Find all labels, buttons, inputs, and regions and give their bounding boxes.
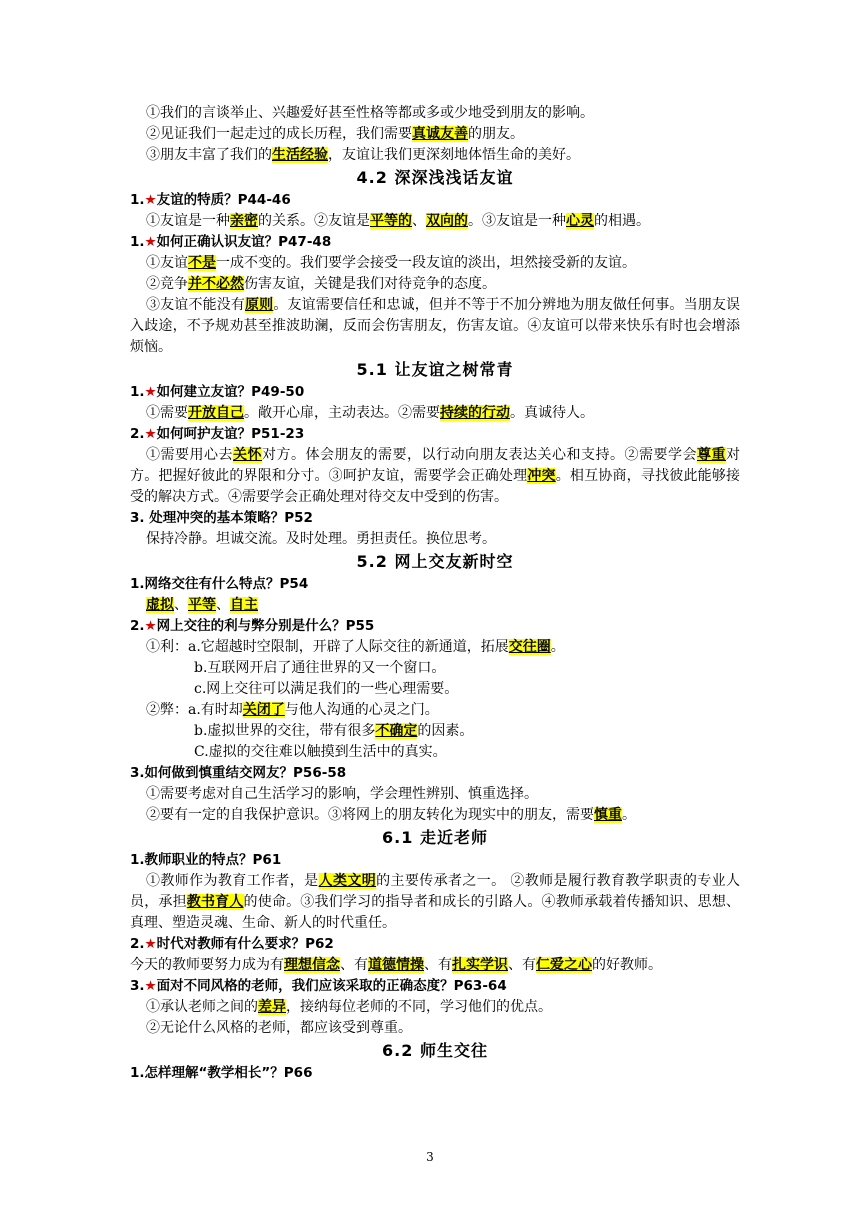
text: ①我们的言谈举止、兴趣爱好甚至性格等都或多或少地受到朋友的影响。 xyxy=(146,105,594,121)
text: b.虚拟世界的交往，带有很多 xyxy=(194,723,376,739)
question-text: 如何正确认识友谊？P47-48 xyxy=(156,234,332,250)
question-text: 友谊的特质？P44-46 xyxy=(156,192,291,208)
answer-paragraph xyxy=(130,445,740,508)
star-icon: ★ xyxy=(144,936,157,952)
text: 。友谊需要信任和忠诚，但并不等于不加分辨地为朋友做任何事。当朋友误入歧途，不予规劝甚至推波助澜，反而会伤害朋友，伤害友谊。④友谊可以带来快乐有时也会增添烦恼。 xyxy=(130,297,741,355)
text: 。相互协商，寻找彼此能够接受的解决方式。④需要学会正确处理对待交友中受到的伤害。 xyxy=(130,468,741,505)
star-icon: ★ xyxy=(144,384,157,400)
highlight: 扎实学识 xyxy=(452,957,508,973)
text: 。③友谊是一种 xyxy=(468,213,566,229)
highlight: 双向的 xyxy=(426,213,468,229)
page-number: 3 xyxy=(426,1150,434,1164)
text: ②竞争 xyxy=(146,276,188,292)
highlight: 道德情操 xyxy=(368,957,424,973)
document-content xyxy=(130,103,740,1084)
answer-line xyxy=(130,637,740,658)
question-number: 1. xyxy=(130,576,145,592)
section-title: 5.1 让友谊之树常青 xyxy=(356,360,514,379)
section-title: 5.2 网上交友新时空 xyxy=(356,552,514,571)
question xyxy=(130,424,740,445)
question-text: 如何做到慎重结交网友？P56-58 xyxy=(144,765,347,781)
highlight: 平等的 xyxy=(370,213,412,229)
question-number: 1. xyxy=(130,234,145,250)
question-text: 面对不同风格的老师，我们应该采取的正确态度？P63-64 xyxy=(156,978,507,994)
text: 的相遇。 xyxy=(594,213,650,229)
question-number: 2. xyxy=(130,936,145,952)
intro-line-1 xyxy=(130,103,740,124)
answer-line xyxy=(130,784,740,805)
text: 、 xyxy=(174,597,188,613)
question xyxy=(130,763,740,784)
highlight: 关怀 xyxy=(233,447,262,463)
highlight: 尊重 xyxy=(697,447,726,463)
highlight: 心灵 xyxy=(566,213,594,229)
question-number: 3. xyxy=(130,978,145,994)
text: ①需要用心去 xyxy=(146,447,233,463)
text: 与他人沟通的心灵之门。 xyxy=(284,702,439,718)
question xyxy=(130,508,740,529)
answer-line xyxy=(130,403,740,424)
question-number: 1. xyxy=(130,852,145,868)
answer-line xyxy=(130,721,740,742)
section-title: 6.1 走近老师 xyxy=(382,828,488,847)
text: 今天的教师要努力成为有 xyxy=(130,957,284,973)
text: 、 xyxy=(216,597,230,613)
text: 、有 xyxy=(340,957,368,973)
highlight: 自主 xyxy=(230,597,258,613)
question xyxy=(130,850,740,871)
text: ①教师作为教育工作者，是 xyxy=(146,873,319,889)
text: 。 xyxy=(622,807,636,823)
question xyxy=(130,574,740,595)
text: 伤害友谊，关键是我们对待竞争的态度。 xyxy=(244,276,496,292)
answer-line xyxy=(130,742,740,763)
text: ，友谊让我们更深刻地体悟生命的美好。 xyxy=(328,147,580,163)
text: 对方。把握好彼此的界限和分寸。③呵护友谊，需要学会正确处理 xyxy=(130,447,740,484)
highlight: 不确定 xyxy=(375,723,418,739)
question-text: 如何建立友谊？P49-50 xyxy=(156,384,305,400)
text: C.虚拟的交往难以触摸到生活中的真实。 xyxy=(194,744,447,760)
answer-line xyxy=(130,700,740,721)
question xyxy=(130,232,740,253)
highlight: 关闭了 xyxy=(242,702,285,718)
text: 。敞开心扉，主动表达。②需要 xyxy=(244,405,440,421)
answer-line xyxy=(130,274,740,295)
text: ③友谊不能没有 xyxy=(146,297,246,313)
star-icon: ★ xyxy=(144,234,157,250)
text: ②弊：a.有时却 xyxy=(146,702,243,718)
answer-line xyxy=(130,997,740,1018)
answer-line xyxy=(130,955,740,976)
question-text: 怎样理解“教学相长”？P66 xyxy=(144,1065,313,1081)
highlight: 生活经验 xyxy=(272,147,328,163)
answer-line xyxy=(130,658,740,679)
highlight: 开放自己 xyxy=(188,405,244,421)
question-number: 2. xyxy=(130,618,145,634)
answer-line xyxy=(130,805,740,826)
question-number: 1. xyxy=(130,192,145,208)
question-number: 1. xyxy=(130,384,145,400)
star-icon: ★ xyxy=(144,978,157,994)
intro-line-2 xyxy=(130,124,740,145)
highlight: 平等 xyxy=(188,597,216,613)
text: ①需要 xyxy=(146,405,188,421)
answer-line xyxy=(130,211,740,232)
intro-line-3 xyxy=(130,145,740,166)
highlight: 交往圈 xyxy=(508,639,551,655)
text: 的朋友。 xyxy=(468,126,524,142)
highlight: 不是 xyxy=(188,255,216,271)
text: 的主要传承者之一。 ②教师是履行教育教学职责的专业人员，承担 xyxy=(130,873,741,910)
text: ②要有一定的自我保护意识。③将网上的朋友转化为现实中的朋友，需要 xyxy=(146,807,594,823)
highlight: 人类文明 xyxy=(318,873,377,889)
highlight: 理想信念 xyxy=(284,957,340,973)
question-text: 教师职业的特点？P61 xyxy=(144,852,282,868)
text: ③朋友丰富了我们的 xyxy=(146,147,272,163)
text: 。真诚待人。 xyxy=(510,405,594,421)
answer-line xyxy=(130,529,740,550)
text: b.互联网开启了通往世界的又一个窗口。 xyxy=(194,660,446,676)
question xyxy=(130,934,740,955)
question-number: 3. xyxy=(130,765,145,781)
answer-paragraph xyxy=(130,295,740,358)
question-text: 处理冲突的基本策略？P52 xyxy=(149,510,313,526)
question xyxy=(130,976,740,997)
text: 、有 xyxy=(424,957,452,973)
text: ①友谊 xyxy=(146,255,188,271)
question xyxy=(130,616,740,637)
question xyxy=(130,1063,740,1084)
text: ①友谊是一种 xyxy=(146,213,230,229)
text: ①承认老师之间的 xyxy=(146,999,258,1015)
text: 的好教师。 xyxy=(592,957,662,973)
question-number: 3. xyxy=(130,510,145,526)
text: ①需要考虑对自己生活学习的影响，学会理性辨别、慎重选择。 xyxy=(146,786,538,802)
question-text: 网上交往的利与弊分别是什么？P55 xyxy=(156,618,375,634)
question-number: 2. xyxy=(130,426,145,442)
text: 对方。体会朋友的需要，以行动向朋友表达关心和支持。②需要学会 xyxy=(262,447,697,463)
text: c.网上交往可以满足我们的一些心理需要。 xyxy=(194,681,459,697)
highlight: 原则 xyxy=(245,297,274,313)
highlight: 并不必然 xyxy=(188,276,244,292)
highlight: 真诚友善 xyxy=(412,126,468,142)
highlight: 教书育人 xyxy=(186,894,244,910)
text: ②无论什么风格的老师，都应该受到尊重。 xyxy=(146,1020,412,1036)
star-icon: ★ xyxy=(144,618,157,634)
star-icon: ★ xyxy=(144,192,157,208)
text: 的因素。 xyxy=(417,723,474,739)
highlight: 虚拟 xyxy=(146,597,174,613)
text: 的关系。②友谊是 xyxy=(258,213,370,229)
text: 、有 xyxy=(508,957,536,973)
question-text: 时代对教师有什么要求？P62 xyxy=(156,936,334,952)
text: 保持冷静。坦诚交流。及时处理。勇担责任。换位思考。 xyxy=(146,531,496,547)
answer-paragraph xyxy=(130,871,740,934)
text: ，接纳每位老师的不同，学习他们的优点。 xyxy=(286,999,552,1015)
text: 的使命。③我们学习的指导者和成长的引路人。④教师承载着传播知识、思想、真理、塑造灵魂、生命、新人的时代重任。 xyxy=(130,894,741,931)
highlight: 冲突 xyxy=(527,468,556,484)
text: 一成不变的。我们要学会接受一段友谊的淡出，坦然接受新的友谊。 xyxy=(216,255,636,271)
highlight: 亲密 xyxy=(230,213,258,229)
text: 、 xyxy=(412,213,426,229)
section-title: 4.2 深深浅浅话友谊 xyxy=(356,168,514,187)
text: ①利：a.它超越时空限制，开辟了人际交往的新通道，拓展 xyxy=(146,639,509,655)
question xyxy=(130,382,740,403)
text: ②见证我们一起走过的成长历程，我们需要 xyxy=(146,126,412,142)
question-number: 1. xyxy=(130,1065,145,1081)
highlight: 慎重 xyxy=(594,807,622,823)
answer-line xyxy=(130,595,740,616)
answer-line xyxy=(130,679,740,700)
answer-line xyxy=(130,253,740,274)
question-text: 网络交往有什么特点？P54 xyxy=(144,576,309,592)
highlight: 持续的行动 xyxy=(440,405,510,421)
answer-line xyxy=(130,1018,740,1039)
text: 。 xyxy=(550,639,565,655)
question xyxy=(130,190,740,211)
highlight: 差异 xyxy=(258,999,286,1015)
highlight: 仁爱之心 xyxy=(536,957,592,973)
question-text: 如何呵护友谊？P51-23 xyxy=(156,426,305,442)
section-title: 6.2 师生交往 xyxy=(382,1041,488,1060)
star-icon: ★ xyxy=(144,426,157,442)
